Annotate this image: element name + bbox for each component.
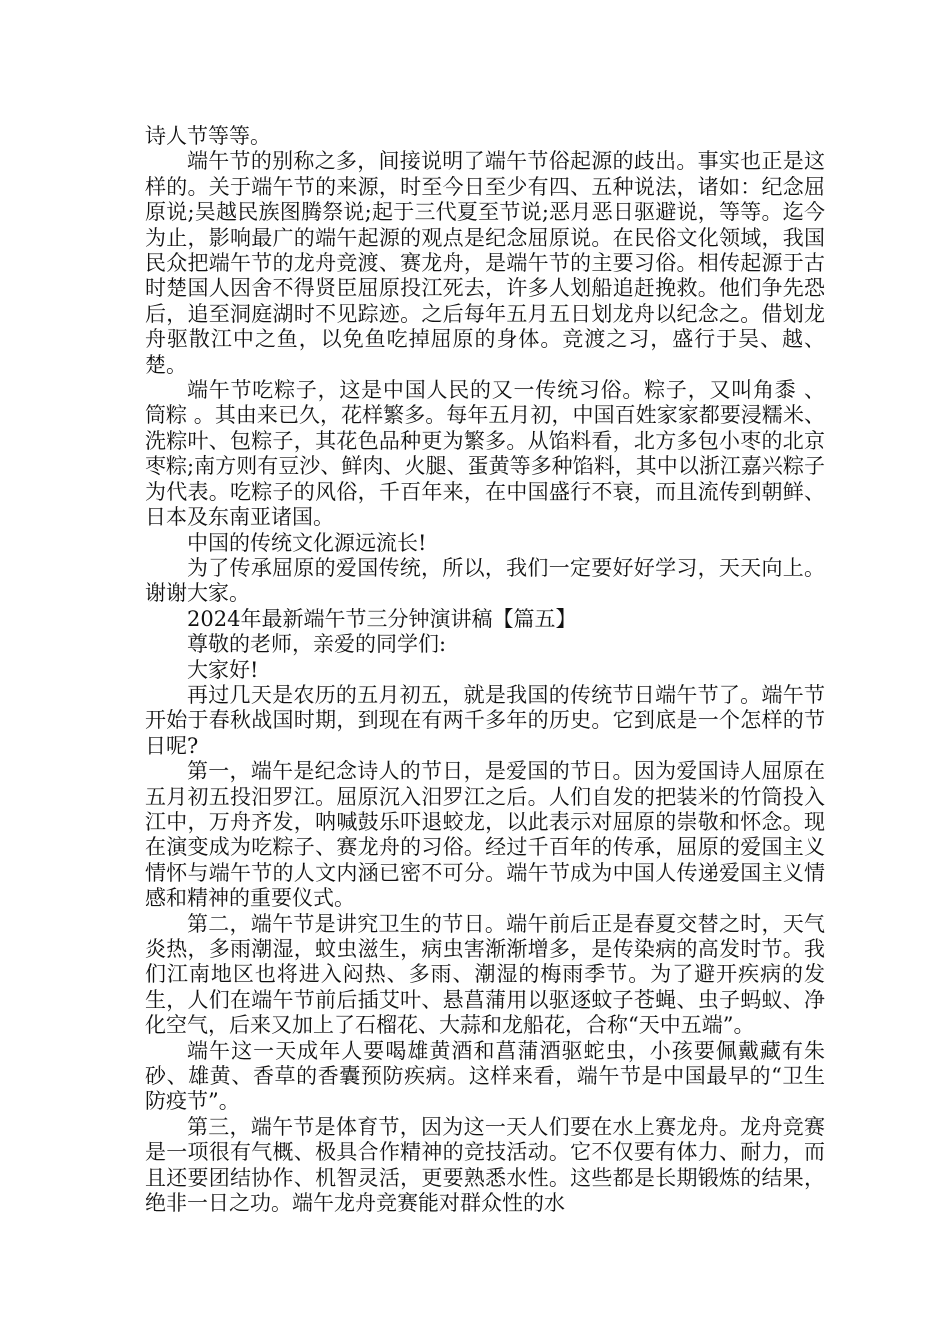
greeting: 大家好! bbox=[187, 657, 259, 682]
paragraph-third: 第三，端午节是体育节，因为这一天人们要在水上赛龙舟。龙舟竞赛是一项很有气概、极具合作精神的竞技活动。它不仅要有体力、耐力，而且还要团结协作、机智灵活，更要熟悉水性。这些都是长期锻炼的结果，绝非一日之功。端午龙舟竞赛能对群众性的水 bbox=[145, 1114, 825, 1216]
section-title: 2024年最新端午节三分钟演讲稿【篇五】 bbox=[187, 606, 577, 631]
paragraph-second: 第二，端午节是讲究卫生的节日。端午前后正是春夏交替之时，天气炎热，多雨潮湿，蚊虫滋生，病虫害渐渐增多，是传染病的高发时节。我们江南地区也将进入闷热、多雨、潮湿的梅雨季节。为了避开疾病的发生，人们在端午节前后插艾叶、悬菖蒲用以驱逐蚊子苍蝇、虫子蚂蚁、净化空气，后来又加上了石榴花、大蒜和龙船花，合称“天中五端”。 bbox=[145, 911, 825, 1038]
paragraph-first: 第一，端午是纪念诗人的节日，是爱国的节日。因为爱国诗人屈原在五月初五投汨罗江。屈原沉入汨罗江之后。人们自发的把装米的竹筒投入江中，万舟齐发，呐喊鼓乐吓退蛟龙，以此表示对屈原的崇敬和怀念。现在演变成为吃粽子、赛龙舟的习俗。经过千百年的传承，屈原的爱国主义情怀与端午节的人文内涵已密不可分。端午节成为中国人传递爱国主义情感和精神的重要仪式。 bbox=[145, 759, 825, 911]
paragraph-closing: 为了传承屈原的爱国传统，所以，我们一定要好好学习，天天向上。谢谢大家。 bbox=[145, 555, 825, 606]
salutation: 尊敬的老师，亲爱的同学们: bbox=[187, 632, 447, 657]
paragraph-zongzi: 端午节吃粽子，这是中国人民的又一传统习俗。粽子，又叫角黍 、 筒粽 。其由来已久，花样繁多。每年五月初，中国百姓家家都要浸糯米、洗粽叶、包粽子，其花色品种更为繁多。从馅料看，北方多包小枣的北京枣粽;南方则有豆沙、鲜肉、火腿、蛋黄等多种馅料，其中以浙江嘉兴粽子为代表。吃粽子的风俗，千百年来，在中国盛行不衰，而且流传到朝鲜、日本及东南亚诸国。 bbox=[145, 378, 825, 530]
paragraph-continued: 诗人节等等。 bbox=[145, 124, 271, 148]
document-page bbox=[145, 124, 825, 1216]
paragraph-intro: 再过几天是农历的五月初五，就是我国的传统节日端午节了。端午节开始于春秋战国时期，到现在有两千多年的历史。它到底是一个怎样的节日呢? bbox=[145, 682, 825, 758]
paragraph-origin: 端午节的别称之多，间接说明了端午节俗起源的歧出。事实也正是这样的。关于端午节的来源，时至今日至少有四、五种说法，诸如：纪念屈原说;吴越民族图腾祭说;起于三代夏至节说;恶月恶日驱避说，等等。迄今为止，影响最广的端午起源的观点是纪念屈原说。在民俗文化领域，我国民众把端午节的龙舟竞渡、赛龙舟，是端午节的主要习俗。相传起源于古时楚国人因舍不得贤臣屈原投江死去，许多人划船追赶挽救。他们争先恐后，追至洞庭湖时不见踪迹。之后每年五月五日划龙舟以纪念之。借划龙舟驱散江中之鱼，以免鱼吃掉屈原的身体。竞渡之习，盛行于吴、越、楚。 bbox=[145, 149, 825, 377]
paragraph-hygiene: 端午这一天成年人要喝雄黄酒和菖蒲酒驱蛇虫，小孩要佩戴藏有朱砂、雄黄、香草的香囊预防疾病。这样来看，端午节是中国最早的“卫生防疫节”。 bbox=[145, 1038, 825, 1114]
paragraph-culture: 中国的传统文化源远流长! bbox=[187, 530, 427, 555]
